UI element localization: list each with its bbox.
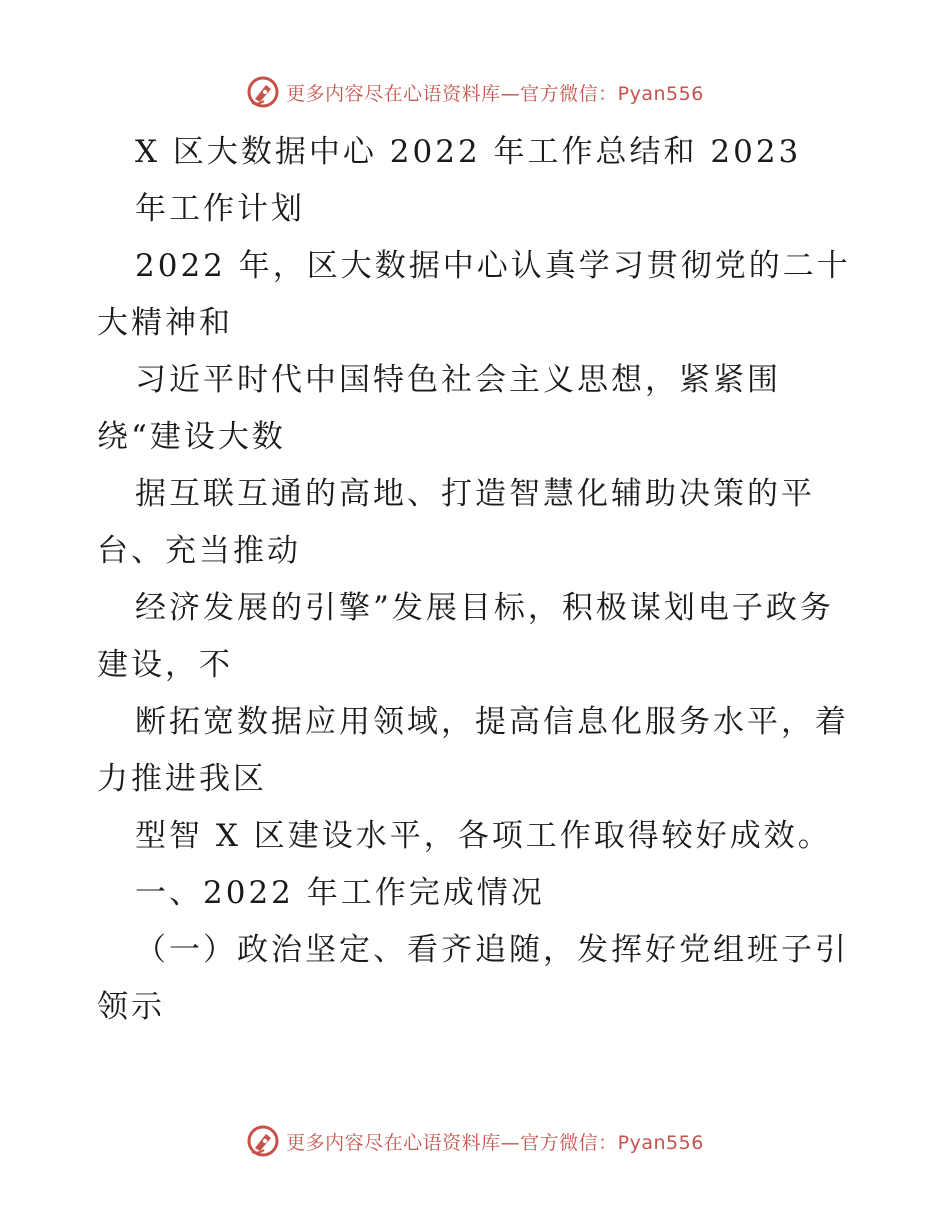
doc-line: 经济发展的引擎”发展目标，积极谋划电子政务 [135, 590, 834, 626]
doc-line: 领示 [97, 989, 165, 1025]
footer-watermark [0, 1121, 950, 1161]
doc-line: X 区大数据中心 2022 年工作总结和 2023 [135, 134, 802, 170]
document-body [97, 124, 857, 1036]
pen-nib-seal-icon [246, 75, 280, 109]
doc-line: 型智 X 区建设水平，各项工作取得较好成效。 [135, 818, 832, 854]
doc-line: 年工作计划 [135, 191, 305, 227]
doc-line: （一）政治坚定、看齐追随，发挥好党组班子引 [135, 932, 849, 968]
doc-line: 习近平时代中国特色社会主义思想，紧紧围 [135, 362, 781, 398]
doc-line: 绕“建设大数 [97, 419, 286, 455]
doc-line: 据互联互通的高地、打造智慧化辅助决策的平 [135, 476, 815, 512]
doc-line: 台、充当推动 [97, 533, 301, 569]
watermark-text: 更多内容尽在心语资料库—官方微信：Pyan556 [286, 82, 704, 105]
watermark-text: 更多内容尽在心语资料库—官方微信：Pyan556 [286, 1131, 704, 1154]
doc-line: 断拓宽数据应用领域，提高信息化服务水平，着 [135, 704, 849, 740]
doc-line: 一、2022 年工作完成情况 [135, 875, 545, 911]
header-watermark [0, 72, 950, 112]
doc-line: 2022 年，区大数据中心认真学习贯彻党的二十 [135, 248, 851, 284]
doc-line: 力推进我区 [97, 761, 267, 797]
pen-nib-seal-icon [246, 1124, 280, 1158]
doc-line: 建设，不 [97, 647, 233, 683]
doc-line: 大精神和 [97, 305, 233, 341]
